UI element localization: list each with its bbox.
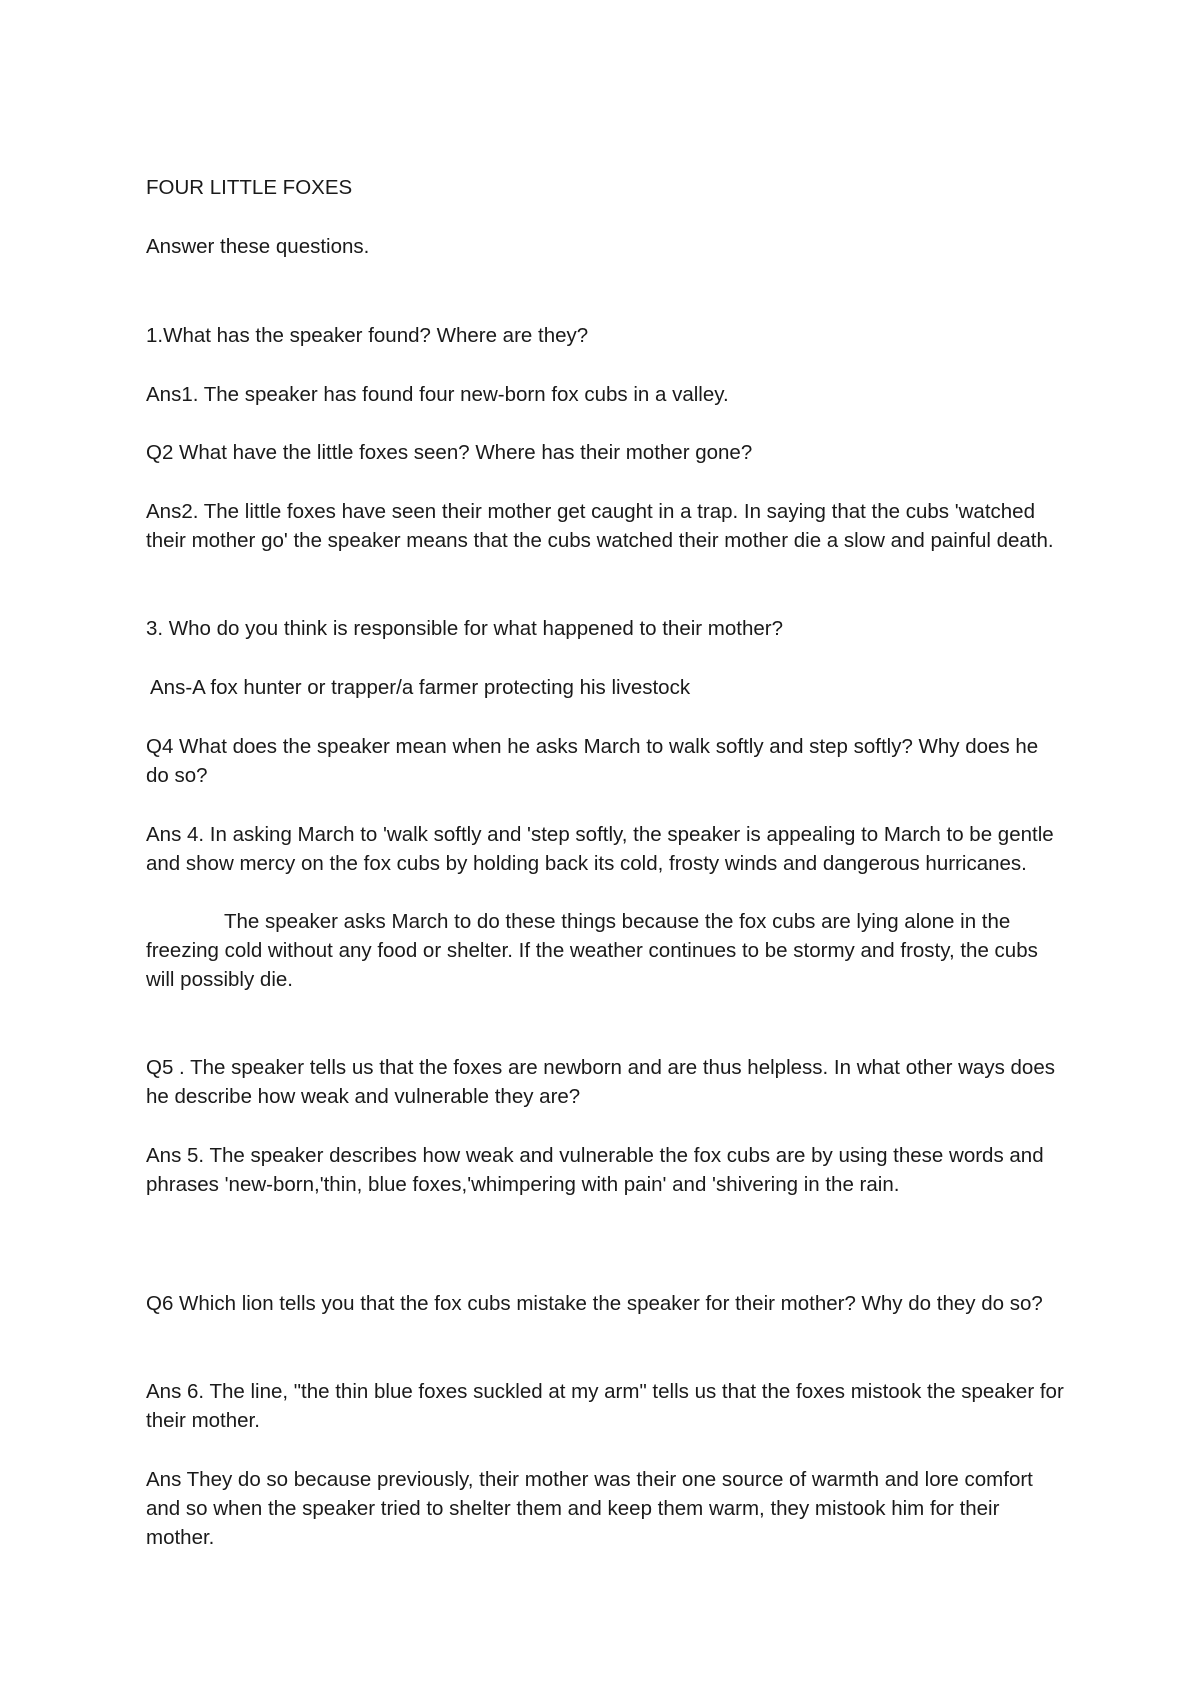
answer-4-continued bbox=[146, 907, 1066, 994]
question-1: 1.What has the speaker found? Where are they? bbox=[146, 324, 589, 347]
question-5: Q5 . The speaker tells us that the foxes are newborn and are thus helpless. In what other ways does he describe how weak and vulnerable they are? bbox=[146, 1056, 1055, 1108]
question-4: Q4 What does the speaker mean when he asks March to walk softly and step softly? Why does he do so? bbox=[146, 735, 1039, 787]
answer-6: Ans 6. The line, "the thin blue foxes suckled at my arm" tells us that the foxes mistook the speaker for their mother. bbox=[146, 1380, 1064, 1432]
question-2: Q2 What have the little foxes seen? Where has their mother gone? bbox=[146, 441, 753, 464]
answer-5: Ans 5. The speaker describes how weak and vulnerable the fox cubs are by using these words and phrases 'new-born,'thin, blue foxes,'whimpering with pain' and 'shivering in the rain. bbox=[146, 1144, 1044, 1196]
answer-3: Ans-A fox hunter or trapper/a farmer protecting his livestock bbox=[150, 676, 691, 699]
instruction-text: Answer these questions. bbox=[146, 235, 370, 258]
answer-6-reason: Ans They do so because previously, their mother was their one source of warmth and lore comfort and so when the speaker tried to shelter them and keep them warm, they mistook him for their mother. bbox=[146, 1468, 1033, 1549]
question-3: 3. Who do you think is responsible for what happened to their mother? bbox=[146, 617, 784, 640]
question-6: Q6 Which lion tells you that the fox cubs mistake the speaker for their mother? Why do they do so? bbox=[146, 1292, 1043, 1315]
answer-4-continued-text: The speaker asks March to do these things because the fox cubs are lying alone in the freezing cold without any food or shelter. If the weather continues to be stormy and frosty, the cubs will possibly die. bbox=[146, 910, 1038, 991]
answer-1: Ans1. The speaker has found four new-born fox cubs in a valley. bbox=[146, 383, 729, 406]
answer-2: Ans2. The little foxes have seen their mother get caught in a trap. In saying that the cubs 'watched their mother go' the speaker means that the cubs watched their mother die a slow and painful death. bbox=[146, 500, 1054, 552]
document-title: FOUR LITTLE FOXES bbox=[146, 176, 353, 199]
answer-4: Ans 4. In asking March to 'walk softly and 'step softly, the speaker is appealing to March to be gentle and show mercy on the fox cubs by holding back its cold, frosty winds and dangerous hurricanes. bbox=[146, 823, 1054, 875]
